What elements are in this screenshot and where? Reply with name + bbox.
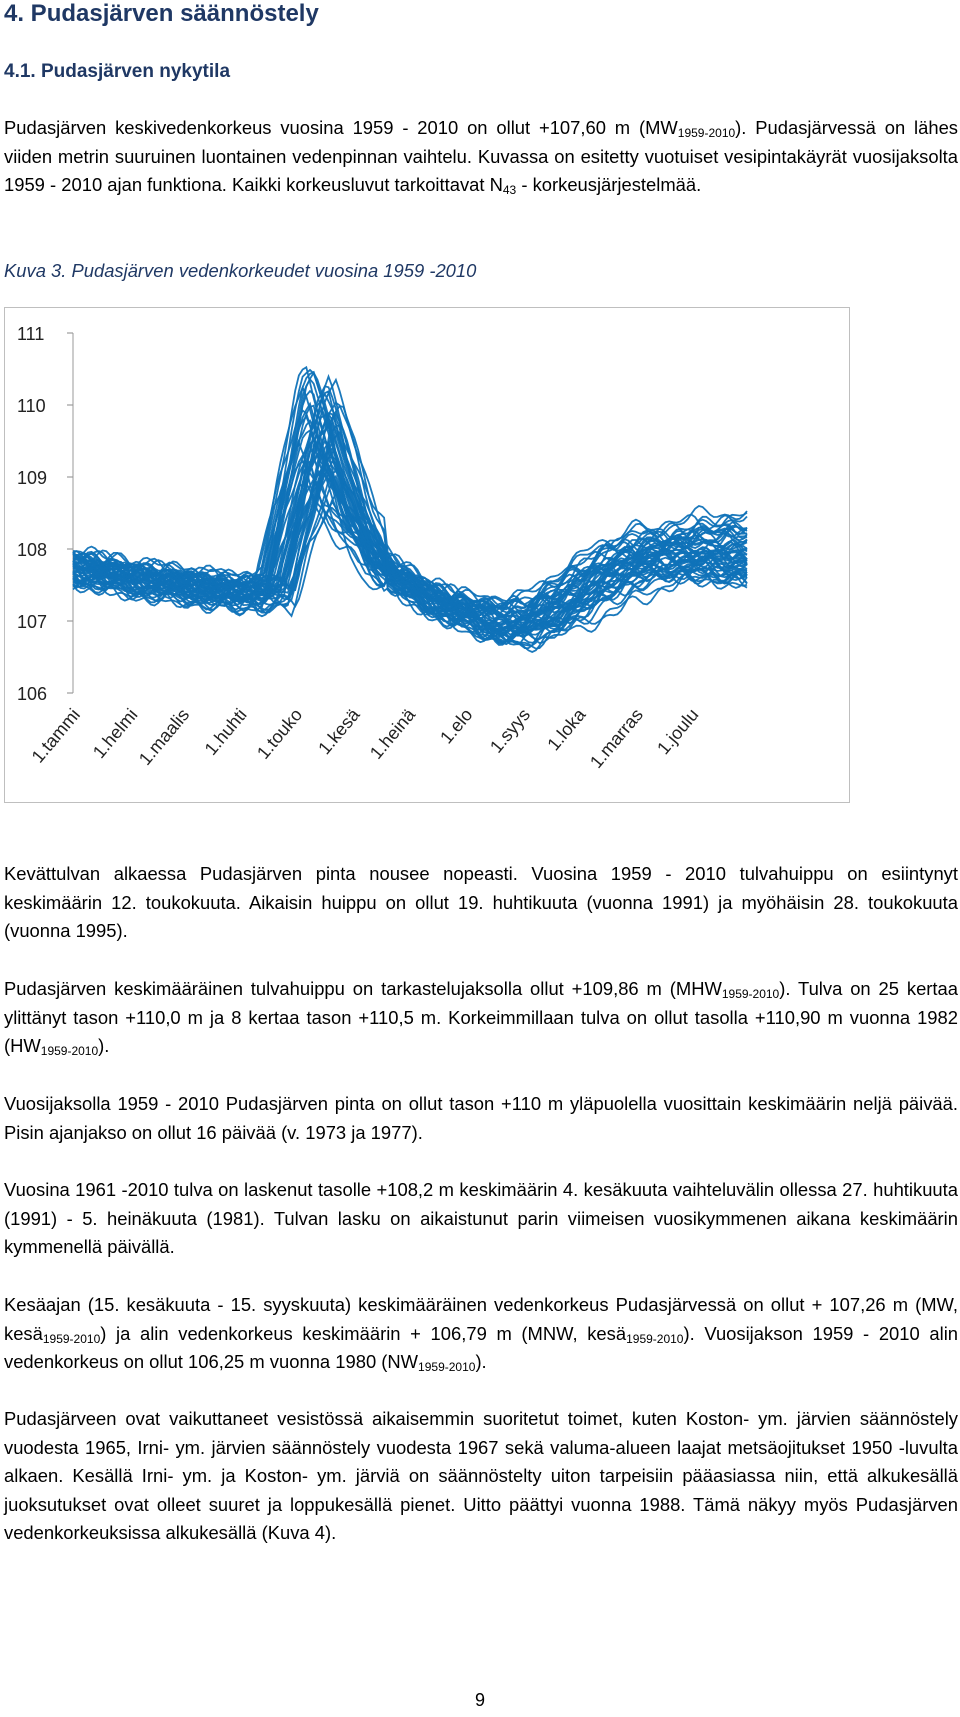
subsection-heading: 4.1. Pudasjärven nykytila [4,61,231,82]
x-tick-label: 1.loka [543,704,590,755]
p6-text-b: ) ja alin vedenkorkeus keskimäärin + 106,79 m (MNW, kesä [100,1322,627,1344]
y-tick-label: 106 [17,684,48,704]
intro-sub-n43: 43 [502,183,517,197]
paragraph-above-110: Vuosijaksolla 1959 - 2010 Pudasjärven pinta on ollut tason +110 m yläpuolella vuosittain keskimäärin neljä päivää. Pisin ajanjakso on ollut 16 päivää (v. 1973 ja 1977). [4,1093,958,1143]
x-tick-label: 1.elo [436,704,477,748]
paragraph-summer-levels [4,1291,958,1377]
p3-sub-2: 1959-2010 [40,1044,99,1058]
p6-text-c: ). Vuosijakson 1959 - 2010 alin vedenkorkeus on ollut 106,25 m vuonna 1980 (NW [4,1322,959,1372]
paragraph-flood-recession: Vuosina 1961 -2010 tulva on laskenut tasolle +108,2 m keskimäärin 4. kesäkuuta vaihteluvälin ollessa 27. huhtikuuta (1991) - 5. heinäkuuta (1981). Tulvan lasku on aikaistunut parin viimeisen vuosikymmenen aikana keskimäärin kymmenellä päivällä. [4,1179,958,1257]
x-tick-label: 1.kesä [314,704,364,759]
paragraph-flood-peak [4,975,958,1061]
intro-paragraph [4,114,958,200]
series-line [73,386,747,648]
intro-sub-period: 1959-2010 [677,126,736,140]
y-tick-label: 107 [17,612,48,632]
p3-sub-1: 1959-2010 [721,987,780,1001]
p6-sub-2: 1959-2010 [626,1331,684,1346]
intro-text-a: Pudasjärven keskivedenkorkeus vuosina 1959 - 2010 on ollut +107,60 m (MW [4,117,678,138]
p3-text-c: ). [98,1035,110,1056]
p6-sub-3: 1959-2010 [418,1360,476,1374]
series-line [73,404,747,634]
y-tick-label: 111 [17,324,45,344]
x-tick-label: 1.huhti [200,704,251,759]
y-tick-label: 109 [17,468,48,488]
p6-text-d: ). [475,1351,487,1372]
x-tick-label: 1.marras [585,704,647,772]
paragraph-regulation-history: Pudasjärveen ovat vaikuttaneet vesistössä aikaisemmin suoritetut toimet, kuten Koston- ym. järvien säännöstely vuodesta 1965, Irni- ym. järvien säännöstely vuodesta 1967 sekä valuma-alueen laajat metsäojitukset 1950 -luvulta alkaen. Kesällä Irni- ym. ja Koston- ym. järviä on säännöstelty uiton tarpeisiin pääasiassa niin, että alkukesällä juoksutukset ovat olleet suuret ja loppukesällä pienet. Uitto päättyi vuonna 1988. Tämä näkyy myös Pudasjärven vedenkorkeuksissa alkukesällä (Kuva 4). [4,1408,958,1543]
series-line [73,403,747,645]
x-tick-label: 1.helmi [88,704,142,763]
y-tick-label: 108 [17,540,48,560]
x-tick-label: 1.touko [252,704,307,763]
water-level-chart-svg [5,308,851,804]
x-tick-label: 1.maalis [134,704,194,769]
p3-text-a: Pudasjärven keskimääräinen tulvahuippu on tarkastelujaksolla ollut +109,86 m (MHW [4,978,722,999]
page-number: 9 [474,1690,485,1710]
intro-text-c: - korkeusjärjestelmää. [516,174,702,195]
x-tick-label: 1.heinä [365,704,420,763]
water-level-chart [4,307,850,803]
x-tick-label: 1.joulu [653,704,703,759]
p6-sub-1: 1959-2010 [42,1331,101,1346]
paragraph-flood-timing: Kevättulvan alkaessa Pudasjärven pinta nousee nopeasti. Vuosina 1959 - 2010 tulvahuippu on esiintynyt keskimäärin 12. toukokuuta. Aikaisin huippu on ollut 19. huhtikuuta (vuonna 1991) ja myöhäisin 28. toukokuuta (vuonna 1995). [4,863,958,941]
figure-caption: Kuva 3. Pudasjärven vedenkorkeudet vuosina 1959 -2010 [4,260,477,281]
x-tick-label: 1.tammi [27,704,85,767]
p6-text-a: Kesäajan (15. kesäkuuta - 15. syyskuuta) keskimääräinen vedenkorkeus Pudasjärvessä on ollut + 107,26 m (MW, kesä [4,1294,958,1344]
y-tick-label: 110 [17,396,46,416]
series-line [73,373,747,648]
intro-text-b: ). Pudasjärvessä on lähes viiden metrin suuruinen luontainen vedenpinnan vaihtelu. Kuvassa on esitetty vuotuiset vesipintakäyrät vuosijaksolta 1959 - 2010 ajan funktiona. Kaikki korkeusluvut tarkoittavat N [4,117,959,195]
series-line [73,387,747,652]
x-tick-label: 1.syys [485,704,535,757]
p3-text-b: ). Tulva on 25 kertaa ylittänyt tason +110,0 m ja 8 kertaa tason +110,5 m. Korkeimmillaan tulva on ollut tasolla +110,90 m vuonna 1982 (HW [4,978,958,1056]
section-heading: 4. Pudasjärven säännöstely [4,0,319,27]
